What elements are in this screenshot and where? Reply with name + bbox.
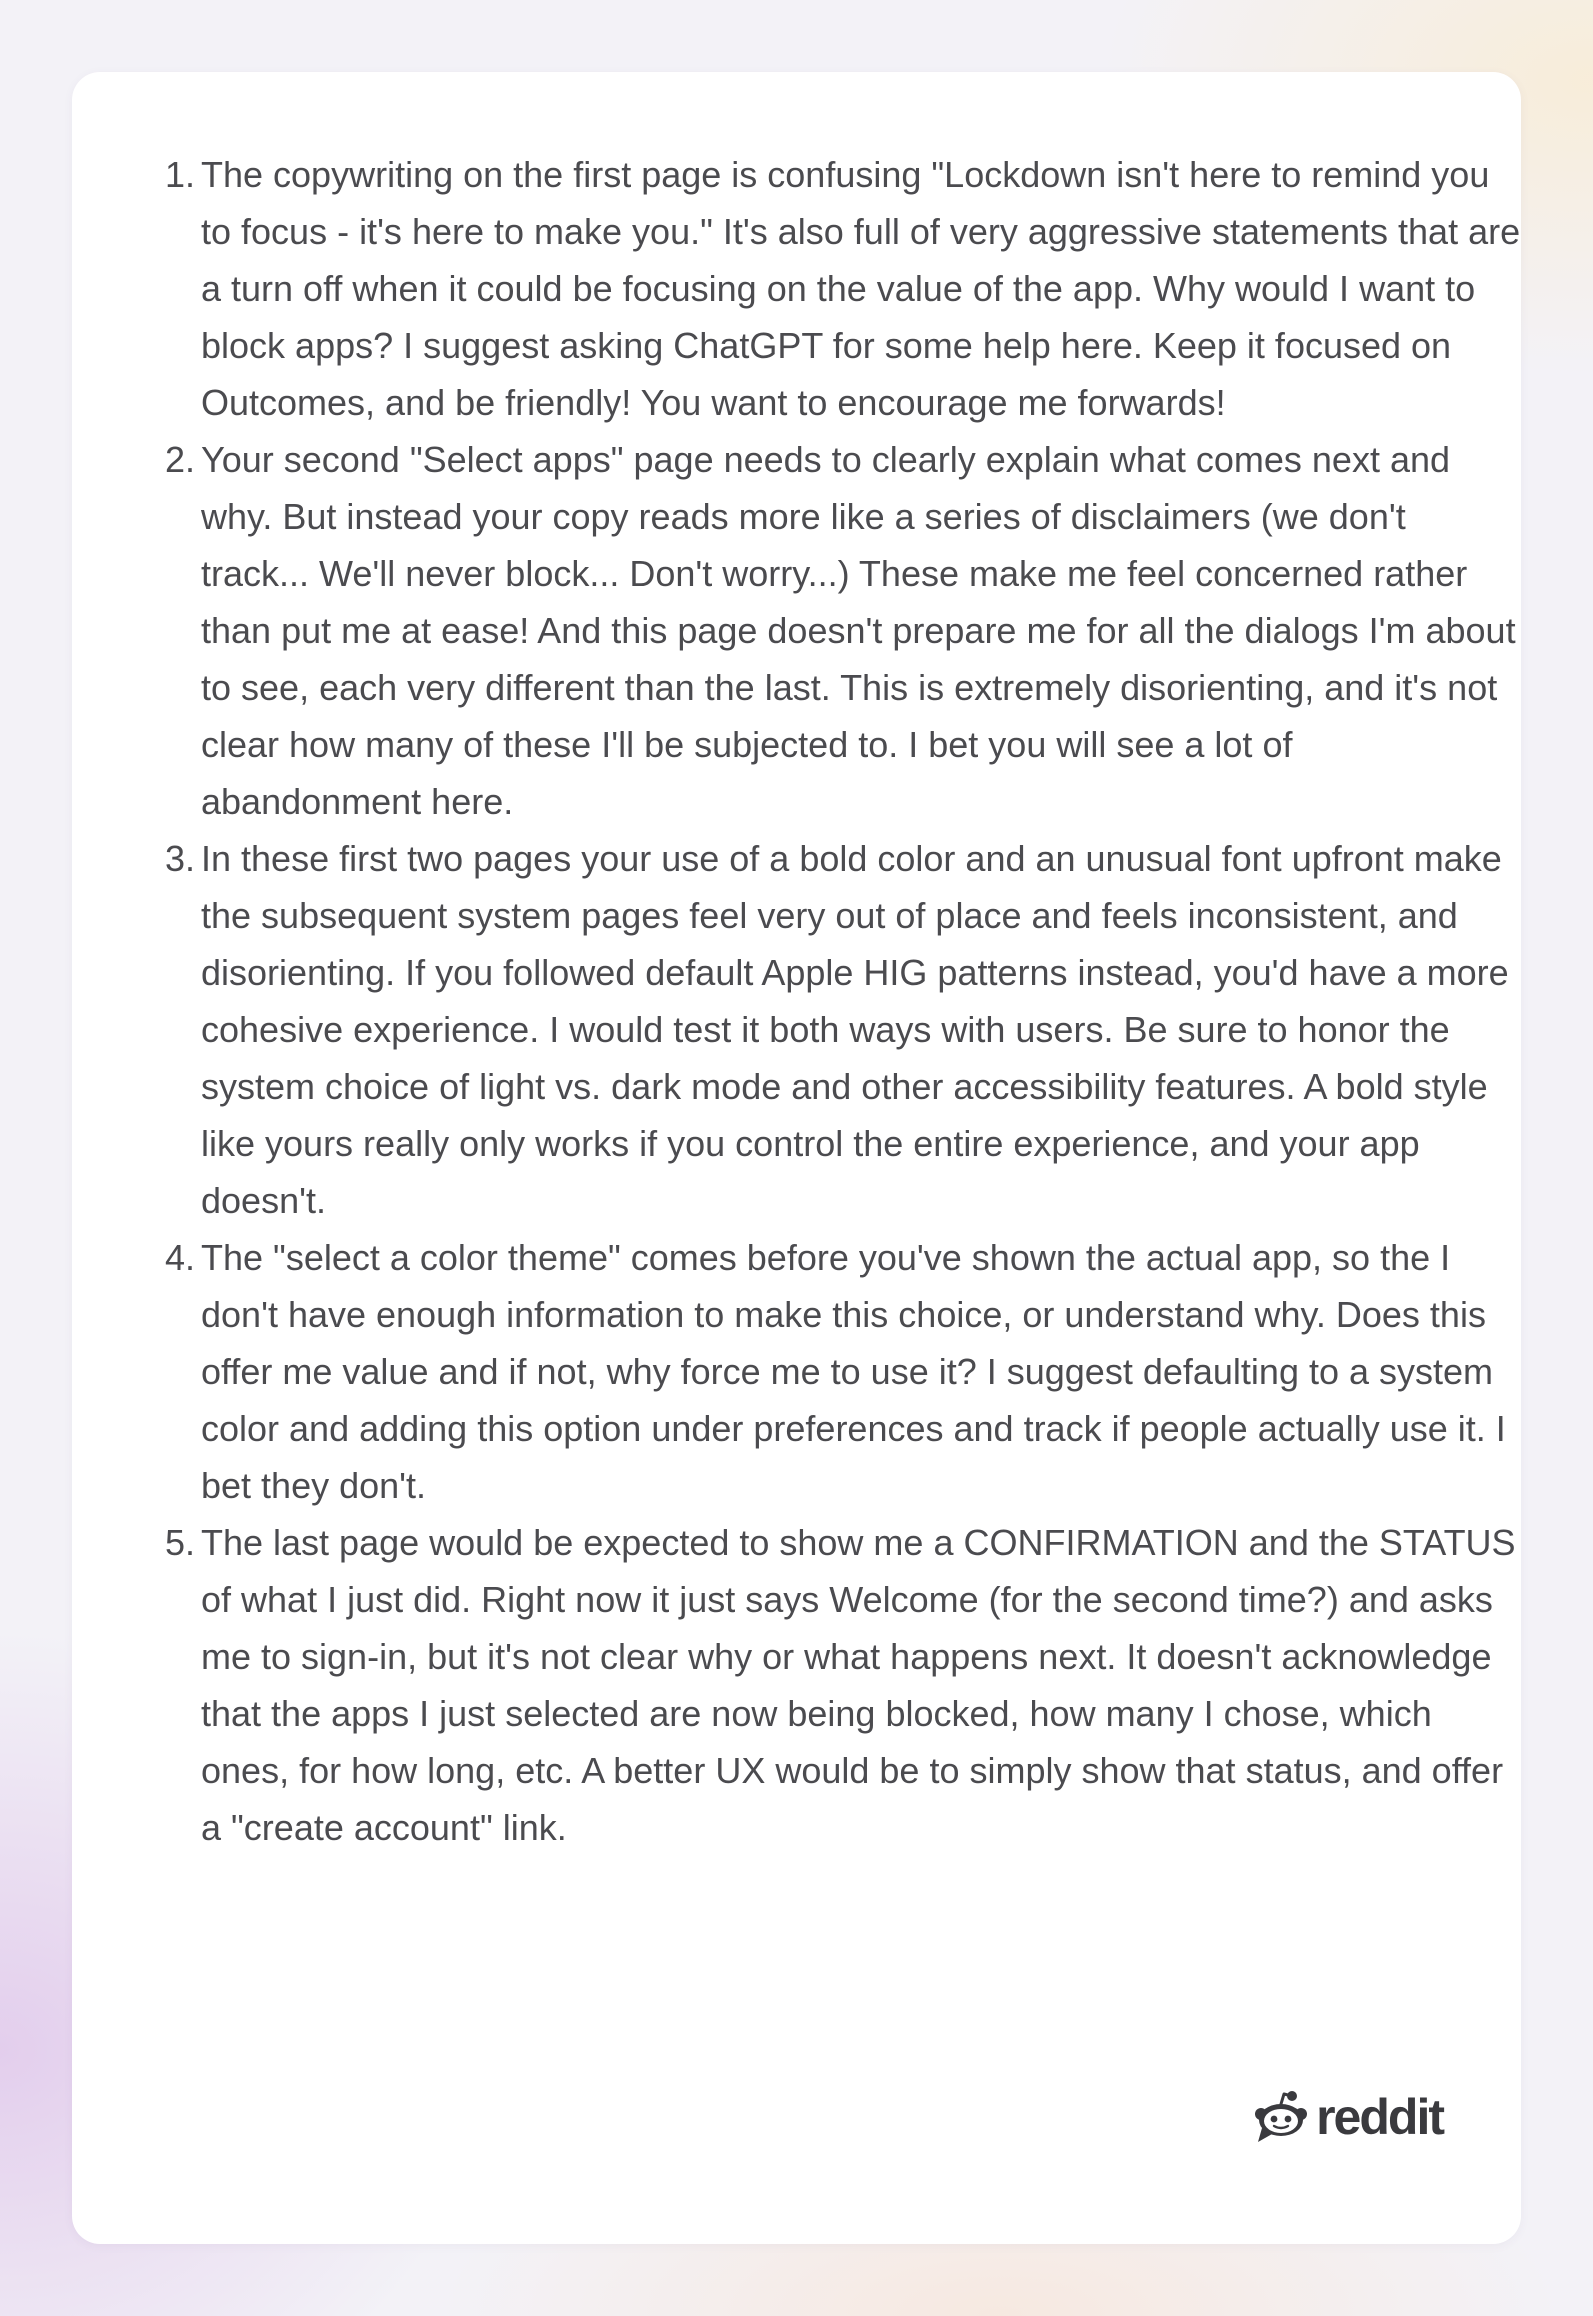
feedback-item <box>164 1229 1521 1514</box>
item-number: 2. <box>164 439 195 480</box>
feedback-card <box>72 72 1521 2244</box>
reddit-snoo-icon <box>1254 2090 1308 2144</box>
item-text: Your second "Select apps" page needs to clearly explain what comes next and why. But instead your copy reads more like a series of disclaimers (we don't track... We'll never block... Don't worry...) These make me feel concerned rather than put me at ease! And this page doesn't prepare me for all the dialogs I'm about to see, each very different than the last. This is extremely disorienting, and it's not clear how many of these I'll be subjected to. I bet you will see a lot of abandonment here. <box>201 439 1516 822</box>
item-text: In these first two pages your use of a bold color and an unusual font upfront make the subsequent system pages feel very out of place and feels inconsistent, and disorienting. If you followed default Apple HIG patterns instead, you'd have a more cohesive experience. I would test it both ways with users. Be sure to honor the system choice of light vs. dark mode and other accessibility features. A bold style like yours really only works if you control the entire experience, and your app doesn't. <box>201 838 1509 1221</box>
feedback-item <box>164 1514 1521 1856</box>
item-number: 3. <box>164 838 195 879</box>
reddit-wordmark: reddit <box>1316 2089 1443 2145</box>
reddit-logo[interactable] <box>1254 2090 1443 2144</box>
item-number: 1. <box>164 154 195 195</box>
item-number: 4. <box>164 1237 195 1278</box>
feedback-list <box>164 146 1521 1856</box>
item-number: 5. <box>164 1522 195 1563</box>
item-text: The copywriting on the first page is confusing "Lockdown isn't here to remind you to focus - it's here to make you." It's also full of very aggressive statements that are a turn off when it could be focusing on the value of the app. Why would I want to block apps? I suggest asking ChatGPT for some help here. Keep it focused on Outcomes, and be friendly! You want to encourage me forwards! <box>201 154 1521 423</box>
item-text: The last page would be expected to show me a CONFIRMATION and the STATUS of what I just did. Right now it just says Welcome (for the second time?) and asks me to sign-in, but it's not clear why or what happens next. It doesn't acknowledge that the apps I just selected are now being blocked, how many I chose, which ones, for how long, etc. A better UX would be to simply show that status, and offer a "create account" link. <box>201 1522 1516 1848</box>
feedback-item <box>164 146 1521 431</box>
feedback-item <box>164 431 1521 830</box>
item-text: The "select a color theme" comes before you've shown the actual app, so the I don't have enough information to make this choice, or understand why. Does this offer me value and if not, why force me to use it? I suggest defaulting to a system color and adding this option under preferences and track if people actually use it. I bet they don't. <box>201 1237 1506 1506</box>
feedback-item <box>164 830 1521 1229</box>
